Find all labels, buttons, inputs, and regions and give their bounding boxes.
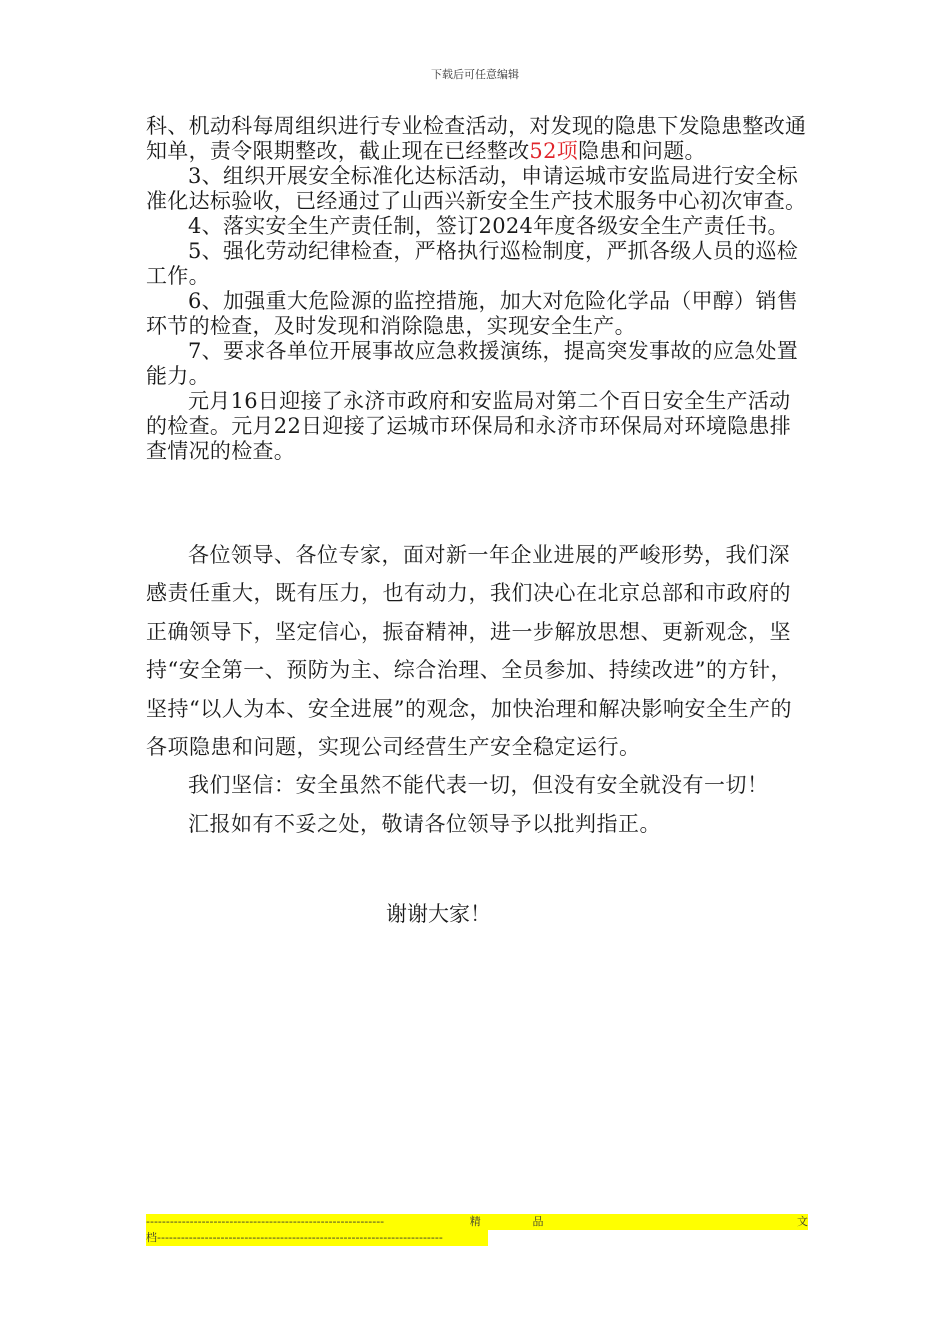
paragraph-item-7: 7、要求各单位开展事故应急救援演练，提高突发事故的应急处置能力。 xyxy=(146,339,799,388)
paragraph-item-6: 6、加强重大危险源的监控措施，加大对危险化学品（甲醇）销售环节的检查，及时发现和消除隐患，实现安全生产。 xyxy=(146,289,799,338)
body-compact xyxy=(146,114,808,464)
paragraph-item-3: 3、组织开展安全标准化达标活动，申请运城市安监局进行安全标准化达标验收，已经通过了山西兴新安全生产技术服务中心初次审查。 xyxy=(146,164,807,213)
paragraph-belief: 我们坚信：安全虽然不能代表一切，但没有安全就没有一切！ xyxy=(188,773,769,798)
paragraph-item-4: 4、落实安全生产责任制，签订2024年度各级安全生产责任书。 xyxy=(188,214,789,238)
paragraph-item-5: 5、强化劳动纪律检查，严格执行巡检制度，严抓各级人员的巡检工作。 xyxy=(146,239,799,288)
footer-line-2 xyxy=(146,1230,488,1246)
paragraph-inspections: 元月16日迎接了永济市政府和安监局对第二个百日安全生产活动的检查。元月22日迎接了运城市环保局和永济市环保局对环境隐患排查情况的检查。 xyxy=(146,389,792,463)
footer-dashes: ------------------------------------------------------------ xyxy=(146,1215,385,1228)
footer-char: 档 xyxy=(146,1231,157,1244)
footer-dashes: ------------------------------------------------------------------------ xyxy=(157,1231,443,1244)
body-loose xyxy=(146,536,808,843)
paragraph-text: 隐患和问题。 xyxy=(578,139,706,163)
paragraph-text: 科、机动科每周组织进行专业检查活动，对发现的隐患下发隐患整改通知单，责令限期整改，截止现在已经整改 xyxy=(146,114,807,163)
footer-char: 文 xyxy=(797,1215,808,1228)
footer-gap xyxy=(595,1214,745,1230)
paragraph-outlook: 各位领导、各位专家，面对新一年企业进展的严峻形势，我们深感责任重大，既有压力，也有动力，我们决心在北京总部和市政府的正确领导下，坚定信心，振奋精神，进一步解放思想、更新观念，坚持“安全第一、预防为主、综合治理、全员参加、持续改进”的方针，坚持“以人为本、安全进展”的观念，加快治理和解决影响安全生产的各项隐患和问题，实现公司经营生产安全稳定运行。 xyxy=(146,543,792,760)
closing-thanks: 谢谢大家！ xyxy=(386,902,491,926)
page-footer xyxy=(146,1214,808,1251)
footer-line-1 xyxy=(146,1214,808,1230)
footer-char: 精 xyxy=(469,1215,481,1228)
paragraph-request: 汇报如有不妥之处，敬请各位领导予以批判指正。 xyxy=(188,811,661,836)
highlight-count: 52项 xyxy=(529,139,579,163)
footer-char: 品 xyxy=(532,1215,544,1228)
page-header: 下载后可任意编辑 xyxy=(431,68,519,81)
paragraph-continuation xyxy=(146,114,808,164)
